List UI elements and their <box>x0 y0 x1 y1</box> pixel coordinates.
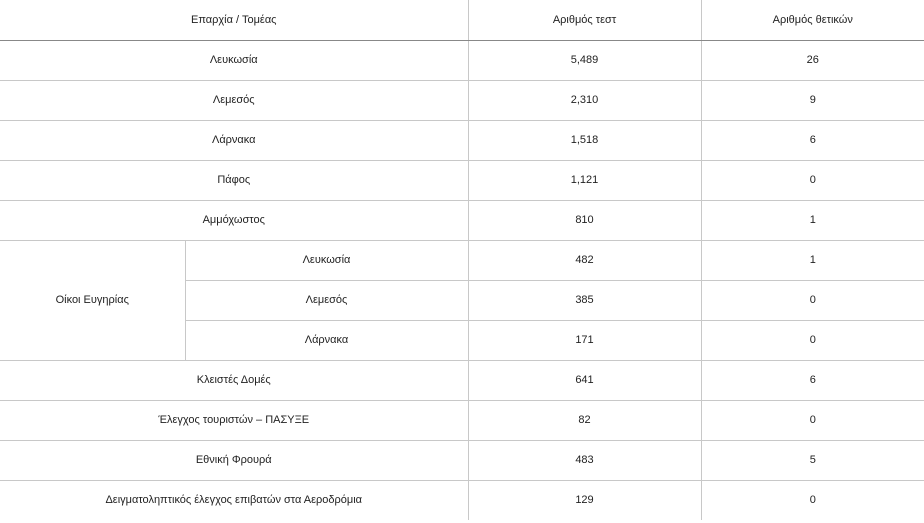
table-row <box>0 440 924 480</box>
row-label: Λεμεσός <box>0 80 468 120</box>
header-region: Επαρχία / Τομέας <box>0 0 468 40</box>
row-tests: 171 <box>468 320 701 360</box>
row-label: Αμμόχωστος <box>0 200 468 240</box>
row-positives: 0 <box>701 480 924 520</box>
row-positives: 26 <box>701 40 924 80</box>
row-positives: 1 <box>701 200 924 240</box>
row-tests: 129 <box>468 480 701 520</box>
row-positives: 0 <box>701 280 924 320</box>
row-positives: 6 <box>701 360 924 400</box>
table-row <box>0 80 924 120</box>
row-tests: 482 <box>468 240 701 280</box>
row-tests: 483 <box>468 440 701 480</box>
row-positives: 6 <box>701 120 924 160</box>
header-positives: Αριθμός θετικών <box>701 0 924 40</box>
row-positives: 0 <box>701 400 924 440</box>
row-label: Εθνική Φρουρά <box>0 440 468 480</box>
row-tests: 5,489 <box>468 40 701 80</box>
row-label: Δειγματοληπτικός έλεγχος επιβατών στα Αεροδρόμια <box>0 480 468 520</box>
row-tests: 810 <box>468 200 701 240</box>
row-tests: 2,310 <box>468 80 701 120</box>
row-positives: 0 <box>701 160 924 200</box>
row-label: Κλειστές Δομές <box>0 360 468 400</box>
row-positives: 1 <box>701 240 924 280</box>
row-positives: 0 <box>701 320 924 360</box>
row-label: Πάφος <box>0 160 468 200</box>
header-tests: Αριθμός τεστ <box>468 0 701 40</box>
row-tests: 641 <box>468 360 701 400</box>
table-row <box>0 240 924 280</box>
table-row <box>0 160 924 200</box>
table-row <box>0 400 924 440</box>
table-row <box>0 40 924 80</box>
row-label: Λάρνακα <box>0 120 468 160</box>
table-row <box>0 360 924 400</box>
sub-row-label: Λάρνακα <box>185 320 468 360</box>
row-label: Λευκωσία <box>0 40 468 80</box>
table-row <box>0 480 924 520</box>
sub-row-label: Λεμεσός <box>185 280 468 320</box>
table-row <box>0 200 924 240</box>
row-tests: 385 <box>468 280 701 320</box>
row-label: Έλεγχος τουριστών – ΠΑΣΥΞΕ <box>0 400 468 440</box>
group-label: Οίκοι Ευγηρίας <box>0 240 185 360</box>
row-positives: 5 <box>701 440 924 480</box>
sub-row-label: Λευκωσία <box>185 240 468 280</box>
row-tests: 82 <box>468 400 701 440</box>
table-row <box>0 120 924 160</box>
row-tests: 1,518 <box>468 120 701 160</box>
row-tests: 1,121 <box>468 160 701 200</box>
table-header-row <box>0 0 924 40</box>
row-positives: 9 <box>701 80 924 120</box>
